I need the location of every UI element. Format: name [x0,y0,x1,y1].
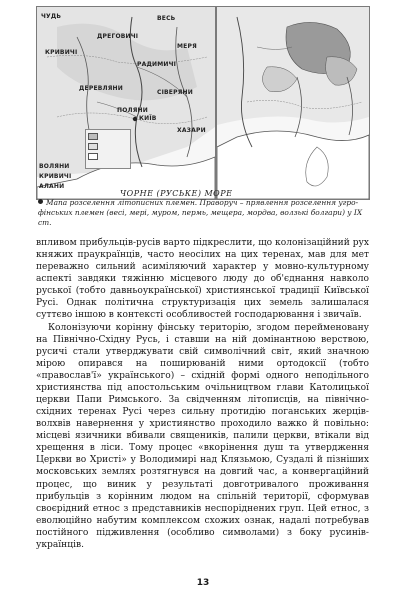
map-legend [85,129,131,169]
finno-ugric-map-drawing [217,7,369,199]
map-label-volyany: ВОЛЯНИ [39,163,70,170]
map-label-khazary: ХАЗАРИ [177,127,206,134]
map-label-kryvychi: КРИВИЧІ [45,49,78,56]
paragraph-1: впливом прибульців-русів варто підкреслити, що колонізаційний рух княжих праукраїнців, часто неосілих на цих теренах, мав для мет переважно сильний асиміляючий характер у мовно-культурному аспекті завдяки тяжінню місцевого люду до об'єднання навколо руської (тобто давньоукраїнської) християнської традиції Київської Русі. Однак політична структуризація цих земель залишалася суттєво іншою в контексті особливостей господарювання і звичаїв. [36,238,369,321]
map-label-chud: ЧУДЬ [41,13,62,20]
bullet-icon [38,199,43,204]
tribes-map [36,6,216,200]
legend-swatch-light [88,143,98,150]
map-label-merya: МЕРЯ [177,43,197,50]
figure-caption-text: Мапа розселення літописних племен. Праворуч – прявлення розселення угро-фінських племен (весі, мері, муром, пермь, мещера, мордва, волзькі болгари) у IX ст. [38,198,363,227]
paragraph-2: Колонізуючи корінну фінську територію, згодом перейменовану на Північно-Східну Русь, і ставши на ній домінантною верствою, русичі стали утверджувати свій символічний світ, який значною мірою опирався на поширюваній ними ортодоксії (тобто «православ'ї» українського) – східній формі одного неподільного християнства під апостольським очільництвом глави Католицької церкви Папи Римського. За свідченням літописців, на північно-східних теренах Русі через сильну протидію поганських жерців-волхвів навернення у християнство проходило важко й повільно: місцеві язичники вбивали священиків, палили церкви, втікали від хрещення в ліси. Тому процес «вкорінення душ та утвердження Церкви во Христі» у Володимирі над Клязьмою, Суздалі й пізніших московських землях розтягнувся на довгий час, а конвергаційний процес, що виник у результаті довготривалого проживання прибульців з корінним людом на спільній території, сформував своєрідний етнос з представників неспоріднених груп. Цей етнос, з еволюційно набутим комплексом схожих ознак, надалі потребував постійного підживлення (особливо символами) з боку русинів-українців. [36,322,369,550]
map-label-derevlyany: ДЕРЕВЛЯНИ [79,85,123,92]
body-text [36,237,369,551]
map-label-alany: АЛАНИ [39,183,65,190]
map-label-polyany: ПОЛЯНИ [117,107,148,114]
finno-ugric-map [216,6,370,200]
legend-swatch-white [88,153,98,160]
map-label-ves: ВЕСЬ [157,15,176,22]
legend-swatch-dark [88,133,98,140]
map-label-kyiv: КИЇВ [139,115,157,122]
page-number: 13 [196,578,210,588]
sea-caption: ЧОРНЕ (РУСЬКЕ) МОРЕ [120,189,233,198]
map-label-siveryany: СІВЕРЯНИ [157,89,193,96]
map-label-kryvychi-2: КРИВИЧІ [39,173,72,180]
map-label-dregovychi: ДРЕГОВИЧІ [97,33,139,40]
map-label-radymychi: РАДИМИЧІ [137,61,177,68]
figure-caption [38,198,368,227]
